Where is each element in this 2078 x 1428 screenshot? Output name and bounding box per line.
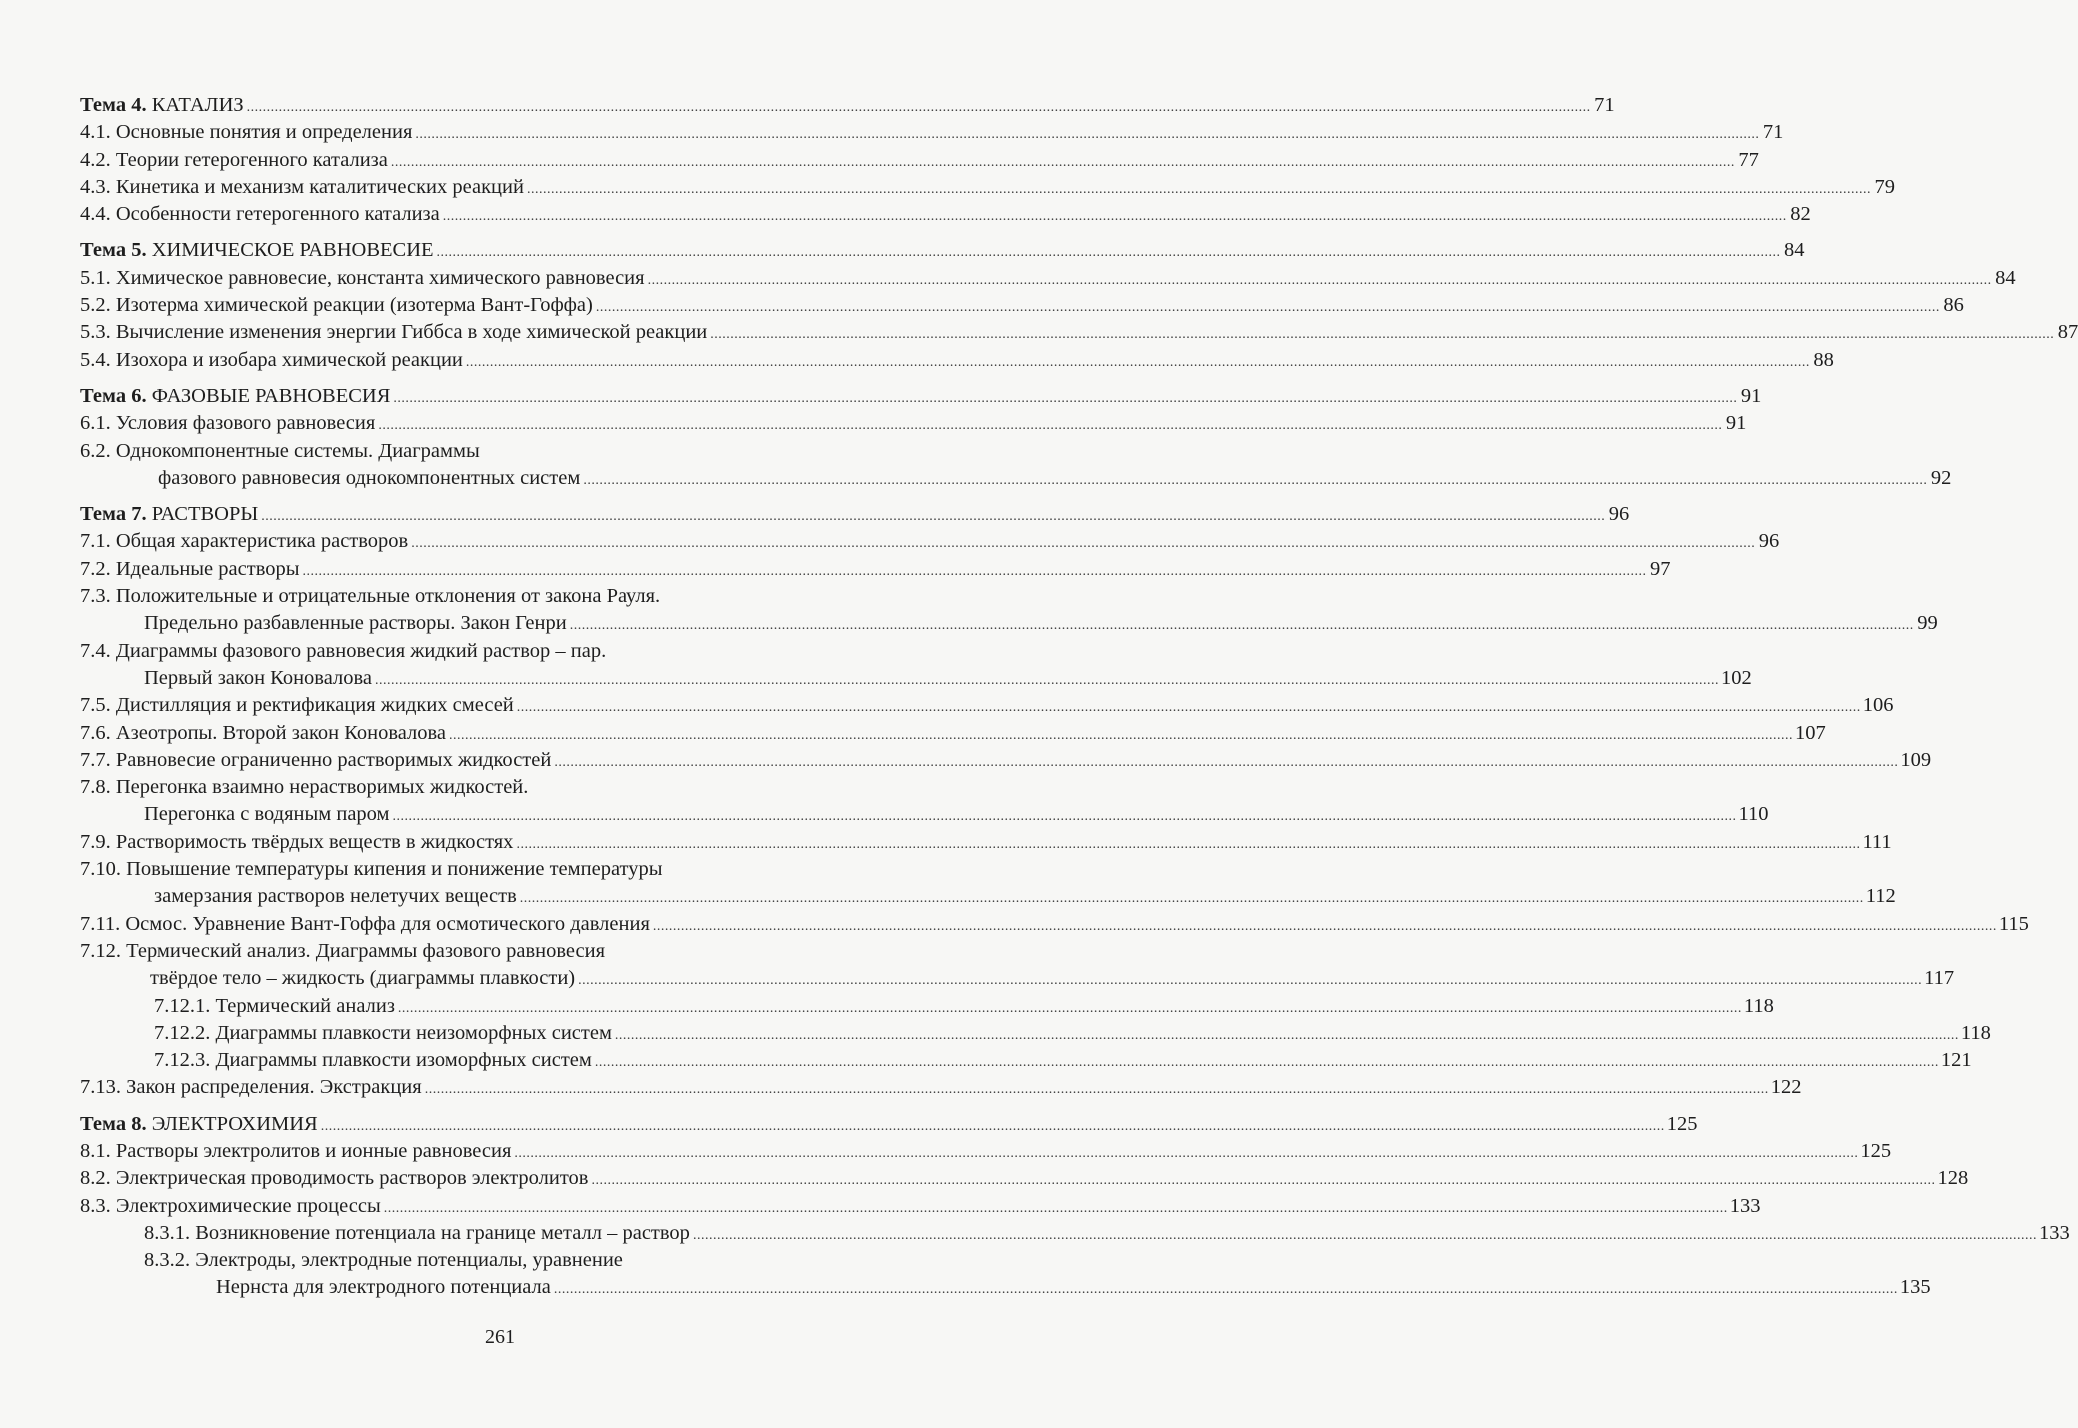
leader-dots	[517, 694, 1861, 721]
page-number: 111	[1862, 830, 1892, 853]
page-number: 118	[1960, 1021, 1991, 1044]
toc-entry-7-3-line2[interactable]	[80, 610, 1938, 637]
leader-dots	[261, 503, 1605, 530]
entry-title: 6.1. Условия фазового равновесия	[80, 412, 376, 435]
page-number: 79	[1874, 175, 1895, 198]
toc-entry-7-4-line2[interactable]	[80, 665, 1752, 692]
page-number: 92	[1930, 466, 1952, 489]
toc-entry-7-7[interactable]	[80, 747, 1932, 774]
leader-dots	[393, 803, 1737, 830]
leader-dots	[449, 722, 1793, 749]
toc-topic-7[interactable]	[80, 501, 1630, 528]
toc-entry-7-10-line2[interactable]	[80, 883, 1896, 910]
page-number: 128	[1937, 1167, 1969, 1190]
page-number: 84	[1784, 239, 1805, 262]
leader-dots	[378, 412, 1722, 439]
topic-prefix: Тема 4.	[80, 94, 147, 116]
leader-dots	[321, 1113, 1665, 1140]
entry-title: 5.1. Химическое равновесие, константа химического равновесия	[80, 266, 645, 289]
toc-entry-7-8-line1[interactable]	[80, 774, 900, 801]
entry-title: 6.2. Однокомпонентные системы. Диаграммы	[80, 439, 480, 462]
page-number: 91	[1725, 412, 1747, 435]
leader-dots	[443, 203, 1787, 230]
page-number: 133	[2038, 1221, 2070, 1244]
leader-dots	[527, 176, 1871, 203]
topic-title: КАТАЛИЗ	[146, 94, 244, 116]
entry-title: 7.10. Повышение температуры кипения и понижение температуры	[80, 858, 663, 881]
entry-title: 7.6. Азеотропы. Второй закон Коновалова	[80, 721, 447, 744]
leader-dots	[595, 1049, 1939, 1076]
toc-entry-5-4[interactable]	[80, 347, 1834, 374]
entry-title: 7.12.2. Диаграммы плавкости неизоморфных систем	[154, 1021, 612, 1044]
leader-dots	[411, 530, 1755, 557]
toc-entry-7-13[interactable]	[80, 1074, 1802, 1101]
entry-title: 4.4. Особенности гетерогенного катализа	[80, 203, 440, 226]
toc-entry-8-3-1[interactable]	[80, 1220, 2070, 1247]
leader-dots	[398, 995, 1742, 1022]
toc-entry-6-2-line1[interactable]	[80, 438, 900, 465]
page-number: 87	[2057, 321, 2078, 344]
toc-topic-6[interactable]	[80, 383, 1762, 410]
toc-entry-8-3-2-line2[interactable]	[80, 1274, 1931, 1301]
leader-dots	[247, 94, 1591, 121]
toc-entry-4-2[interactable]	[80, 147, 1759, 174]
page-number: 118	[1743, 994, 1774, 1017]
page-number: 82	[1790, 203, 1811, 226]
leader-dots	[437, 239, 1781, 266]
toc-entry-6-2-line2[interactable]	[80, 465, 1952, 492]
entry-title: 4.1. Основные понятия и определения	[80, 121, 413, 144]
toc-entry-8-3[interactable]	[80, 1193, 1761, 1220]
toc-entry-4-4[interactable]	[80, 201, 1811, 228]
page-number: 77	[1738, 148, 1759, 171]
entry-title-continued: Перегонка с водяным паром	[144, 803, 390, 826]
page-number: 86	[1943, 294, 1964, 317]
entry-title: 8.3. Электрохимические процессы	[80, 1194, 381, 1217]
leader-dots	[393, 385, 1737, 412]
toc-entry-4-1[interactable]	[80, 119, 1784, 146]
toc-entry-7-5[interactable]	[80, 692, 1894, 719]
page-number: 88	[1813, 348, 1834, 371]
entry-title-continued: твёрдое тело – жидкость (диаграммы плавкости)	[150, 967, 576, 990]
toc-entry-5-3[interactable]	[80, 319, 2078, 346]
page-number: 106	[1862, 694, 1894, 717]
leader-dots	[391, 149, 1735, 176]
page-number: 99	[1917, 612, 1938, 635]
toc-entry-5-2[interactable]	[80, 292, 1964, 319]
toc-entry-8-2[interactable]	[80, 1165, 1969, 1192]
toc-entry-7-10-line1[interactable]	[80, 856, 900, 883]
entry-title-continued: Нернста для электродного потенциала	[216, 1276, 551, 1299]
leader-dots	[554, 1276, 1898, 1303]
page-number: 110	[1738, 803, 1769, 826]
topic-prefix: Тема 5.	[80, 239, 147, 262]
toc-topic-4[interactable]	[80, 92, 1615, 119]
page-number: 96	[1608, 503, 1630, 526]
entry-title: 7.4. Диаграммы фазового равновесия жидкий раствор – пар.	[80, 639, 607, 662]
page-number: 122	[1770, 1076, 1802, 1099]
leader-dots	[384, 1195, 1728, 1222]
entry-title: 7.12. Термический анализ. Диаграммы фазового равновесия	[80, 939, 606, 962]
toc-topic-5[interactable]	[80, 237, 1805, 264]
leader-dots	[466, 349, 1810, 376]
page-number: 109	[1900, 748, 1932, 771]
leader-dots	[375, 667, 1719, 694]
toc-entry-6-1[interactable]	[80, 410, 1747, 437]
entry-title-continued: Первый закон Коновалова	[144, 666, 372, 689]
toc-entry-7-12-line1[interactable]	[80, 938, 900, 965]
entry-title: 5.2. Изотерма химической реакции (изотерма Вант-Гоффа)	[80, 294, 593, 317]
leader-dots	[710, 321, 2054, 348]
page-number: 121	[1940, 1049, 1972, 1072]
page-number: 125	[1666, 1112, 1698, 1135]
entry-title: 8.1. Растворы электролитов и ионные равновесия	[80, 1139, 512, 1162]
entry-title: 5.3. Вычисление изменения энергии Гиббса в ходе химической реакции	[80, 321, 708, 344]
toc-entry-8-3-2-line1[interactable]	[80, 1247, 900, 1274]
entry-title: 7.13. Закон распределения. Экстракция	[80, 1076, 422, 1099]
leader-dots	[516, 831, 1860, 858]
toc-entry-7-3-line1[interactable]	[80, 583, 900, 610]
toc-entry-5-1[interactable]	[80, 265, 2016, 292]
page-number: 107	[1795, 721, 1826, 744]
entry-title: 7.5. Дистилляция и ректификация жидких смесей	[80, 694, 514, 717]
entry-title-continued: фазового равновесия однокомпонентных систем	[158, 466, 581, 489]
entry-title: 7.1. Общая характеристика растворов	[80, 530, 409, 553]
leader-dots	[425, 1076, 1769, 1103]
page-number: 115	[1998, 912, 2029, 935]
toc-entry-7-2[interactable]	[80, 556, 1671, 583]
toc-entry-7-12-3[interactable]	[80, 1047, 1972, 1074]
entry-title: 4.2. Теории гетерогенного катализа	[80, 148, 388, 171]
leader-dots	[583, 467, 1927, 494]
page-number: 102	[1720, 666, 1752, 689]
entry-title-continued: Предельно разбавленные растворы. Закон Генри	[144, 612, 567, 635]
page-number: 135	[1899, 1276, 1931, 1299]
topic-prefix: Тема 8.	[80, 1112, 147, 1135]
toc-entry-7-12-line2[interactable]	[80, 965, 1955, 992]
topic-title: ХИМИЧЕСКОЕ РАВНОВЕСИЕ	[146, 239, 434, 262]
leader-dots	[514, 1140, 1858, 1167]
entry-title: 7.12.1. Термический анализ	[154, 994, 395, 1017]
leader-dots	[303, 558, 1647, 585]
page-number: 84	[1995, 266, 2016, 289]
page-number: 117	[1924, 967, 1955, 990]
leader-dots	[554, 749, 1898, 776]
leader-dots	[653, 913, 1997, 940]
page-number: 133	[1729, 1194, 1761, 1217]
topic-prefix: Тема 7.	[80, 503, 147, 526]
toc-topic-8[interactable]	[80, 1111, 1698, 1138]
page-number: 71	[1594, 94, 1615, 116]
entry-title: 7.9. Растворимость твёрдых веществ в жидкостях	[80, 830, 514, 853]
entry-title: 8.2. Электрическая проводимость растворов электролитов	[80, 1167, 589, 1190]
toc-entry-7-9[interactable]	[80, 829, 1892, 856]
table-of-contents	[80, 92, 2078, 1302]
topic-title: ЭЛЕКТРОХИМИЯ	[146, 1112, 318, 1135]
toc-entry-7-8-line2[interactable]	[80, 801, 1769, 828]
toc-entry-7-12-1[interactable]	[80, 993, 1774, 1020]
leader-dots	[520, 885, 1864, 912]
toc-entry-7-4-line1[interactable]	[80, 638, 900, 665]
topic-prefix: Тема 6.	[80, 384, 147, 407]
entry-title: 7.12.3. Диаграммы плавкости изоморфных систем	[154, 1049, 592, 1072]
page-number: 125	[1860, 1139, 1892, 1162]
leader-dots	[596, 294, 1940, 321]
topic-title: ФАЗОВЫЕ РАВНОВЕСИЯ	[146, 384, 391, 407]
toc-entry-7-11[interactable]	[80, 911, 2029, 938]
toc-entry-7-12-2[interactable]	[80, 1020, 1991, 1047]
page-number: 97	[1650, 557, 1671, 580]
entry-title: 8.3.2. Электроды, электродные потенциалы, уравнение	[144, 1249, 623, 1272]
topic-title: РАСТВОРЫ	[146, 503, 259, 526]
entry-title: 7.11. Осмос. Уравнение Вант-Гоффа для осмотического давления	[80, 912, 650, 935]
footer-page-number: 261	[485, 1326, 515, 1348]
page-number: 71	[1762, 121, 1784, 144]
entry-title: 7.3. Положительные и отрицательные отклонения от закона Рауля.	[80, 585, 661, 608]
page-number: 91	[1740, 384, 1762, 407]
entry-title: 7.7. Равновесие ограниченно растворимых жидкостей	[80, 748, 552, 771]
leader-dots	[578, 967, 1922, 994]
toc-entry-8-1[interactable]	[80, 1138, 1892, 1165]
entry-title: 4.3. Кинетика и механизм каталитических реакций	[80, 175, 524, 198]
leader-dots	[570, 612, 1914, 639]
leader-dots	[648, 267, 1992, 294]
entry-title: 7.8. Перегонка взаимно нерастворимых жидкостей.	[80, 776, 529, 799]
toc-entry-4-3[interactable]	[80, 174, 1895, 201]
entry-title: 5.4. Изохора и изобара химической реакции	[80, 348, 463, 371]
toc-entry-7-6[interactable]	[80, 720, 1826, 747]
leader-dots	[693, 1222, 2037, 1249]
page-number: 96	[1758, 530, 1780, 553]
leader-dots	[415, 121, 1759, 148]
entry-title: 8.3.1. Возникновение потенциала на границе металл – раствор	[144, 1221, 690, 1244]
entry-title-continued: замерзания растворов нелетучих веществ	[154, 885, 517, 908]
page-number: 112	[1865, 885, 1896, 908]
entry-title: 7.2. Идеальные растворы	[80, 557, 300, 580]
leader-dots	[615, 1022, 1959, 1049]
toc-entry-7-1[interactable]	[80, 528, 1780, 555]
leader-dots	[591, 1167, 1935, 1194]
